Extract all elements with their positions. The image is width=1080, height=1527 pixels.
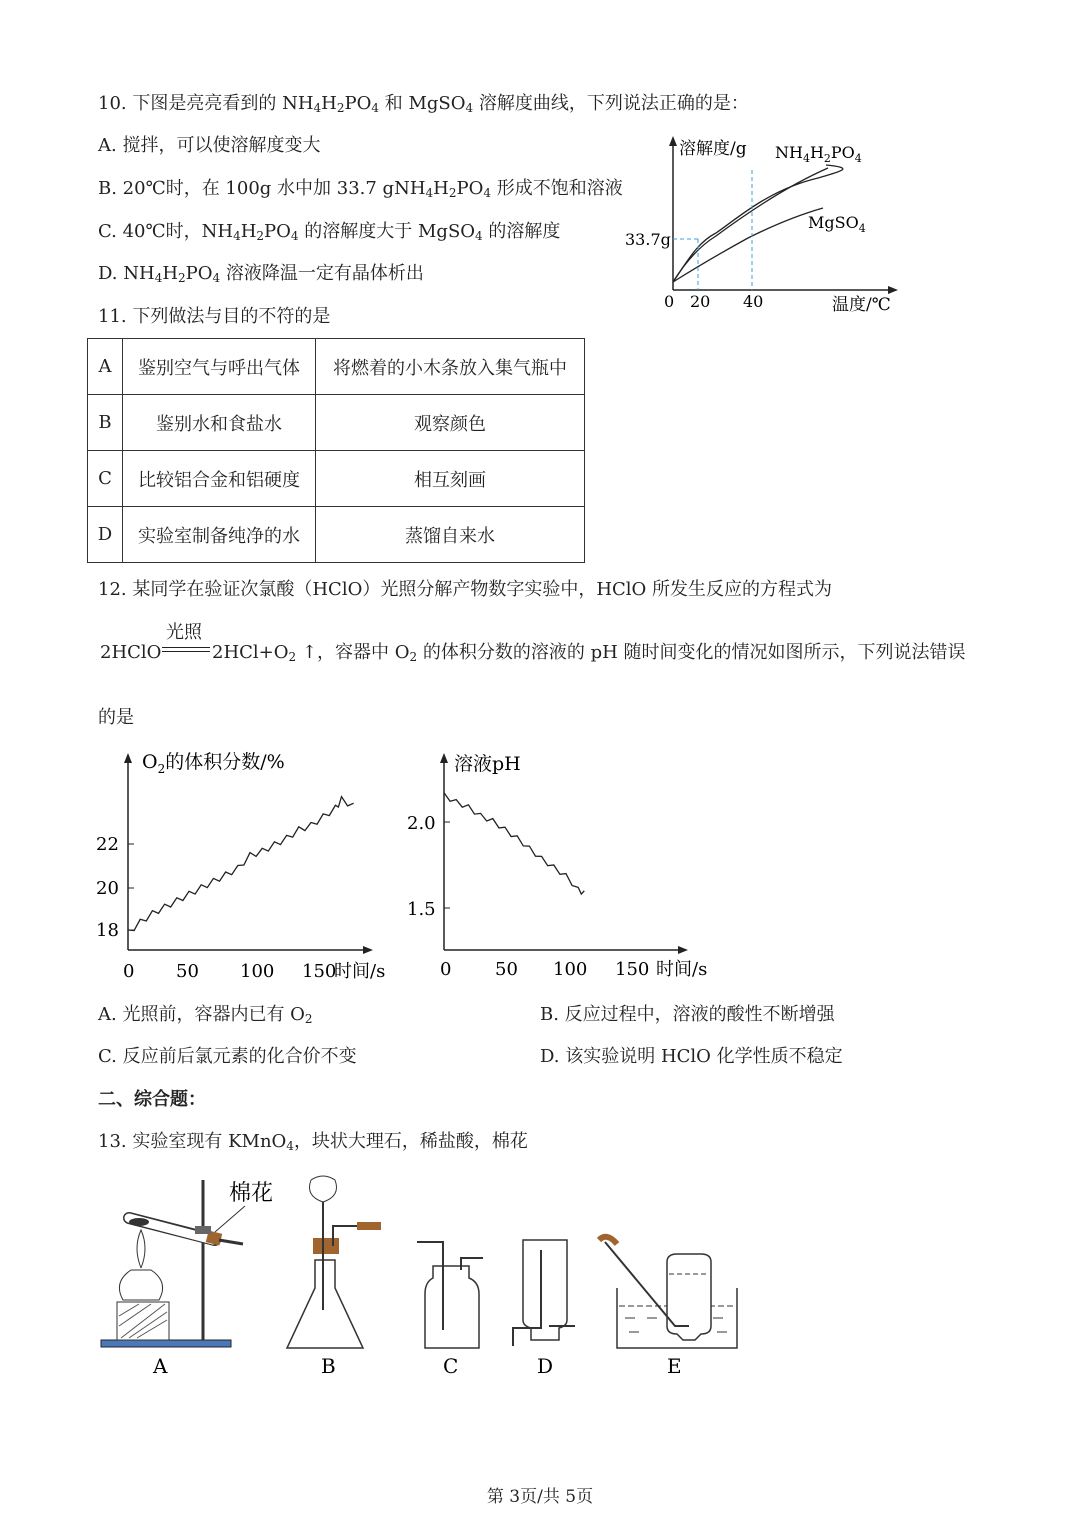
collection-bottle: [667, 1254, 711, 1340]
x-tick-0: 0: [664, 292, 675, 311]
y-mark-33-7: 33.7g: [625, 230, 671, 249]
table-row: [88, 507, 585, 563]
q12-stem-end: 的是: [98, 707, 134, 728]
q12-option-a: A. 光照前，容器内已有 $O_2$: [98, 1004, 313, 1026]
alcohol-lamp: [119, 1270, 162, 1300]
rubber-tube-e: [599, 1237, 617, 1244]
series-label-nh4h2po4: $NH_4H_2PO_4$: [775, 143, 862, 165]
equation-right: $2HCl+O_2$ ↑，容器中 $O_2$ 的体积分数的溶液的 pH 随时间变化的情况如图所示，下列说法错误: [212, 642, 966, 664]
table-cell: C: [88, 451, 123, 507]
delivery-tube: [219, 1240, 243, 1244]
y-tick-label-2-0: 2.0: [407, 813, 436, 834]
y-axis-arrow: [669, 136, 677, 146]
ph-chart: [400, 745, 730, 985]
label-d: D: [537, 1354, 554, 1378]
conical-flask: [287, 1260, 363, 1348]
cotton-label: 棉花: [229, 1181, 274, 1206]
equation-left: 2HClO: [100, 642, 162, 663]
x-axis-arrow: [888, 286, 898, 294]
curve-mgso4: [673, 208, 823, 282]
apparatus-e: [599, 1237, 737, 1378]
table-row: [88, 339, 585, 395]
table-cell: 蒸馏自来水: [316, 507, 585, 563]
apparatus-figure: [95, 1170, 755, 1385]
q10-option-d: D. $NH_4H_2PO_4$ 溶液降温一定有晶体析出: [98, 263, 424, 285]
table-cell: 鉴别水和食盐水: [123, 395, 316, 451]
q11-stem: 11. 下列做法与目的不符的是: [98, 306, 331, 327]
label-e: E: [667, 1354, 682, 1378]
x-tick-label-100: 100: [553, 959, 588, 980]
y-axis-label: $O_2$的体积分数/%: [142, 751, 285, 776]
table-row: [88, 395, 585, 451]
table-cell: A: [88, 339, 123, 395]
q12-option-c: C. 反应前后氯元素的化合价不变: [98, 1046, 357, 1067]
table-cell: 比较铝合金和铝硬度: [123, 451, 316, 507]
thistle-funnel: [310, 1176, 337, 1202]
flame: [137, 1230, 145, 1268]
x-tick-40: 40: [743, 292, 764, 311]
x-tick-20: 20: [690, 292, 711, 311]
q13-stem: 13. 实验室现有 KMnO$_4$，块状大理石，稀盐酸，棉花: [98, 1131, 528, 1153]
q10-option-b: B. 20℃时，在 100g 水中加 33.7 $gNH_4H_2PO_4$ 形成不饱和溶液: [98, 178, 623, 200]
x-tick-label-150: 150: [615, 959, 650, 980]
clamp: [195, 1226, 211, 1234]
label-a: A: [153, 1354, 168, 1378]
page-footer: 第 3页/共 5页: [486, 1487, 594, 1507]
y-axis-arrow: [124, 753, 132, 763]
section-heading: 二、综合题：: [98, 1089, 206, 1110]
x-tick-label-0: 0: [440, 959, 452, 980]
table-cell: D: [88, 507, 123, 563]
apparatus-b: [287, 1176, 381, 1378]
y-axis-arrow: [440, 753, 448, 763]
x-tick-label-100: 100: [240, 961, 275, 982]
table-row: [88, 451, 585, 507]
x-axis-label: 时间/s: [656, 959, 708, 980]
y-axis-label: 溶解度/g: [679, 139, 747, 159]
q10-option-a: A. 搅拌，可以使溶解度变大: [98, 135, 321, 156]
y-tick-label-18: 18: [96, 920, 119, 941]
q10-stem: 10. 下图是亮亮看到的 $NH_4H_2PO_4$ 和 MgSO$_4$ 溶解度曲线，下列说法正确的是：: [98, 93, 749, 115]
x-tick-label-0: 0: [123, 961, 135, 982]
y-tick-label-1-5: 1.5: [407, 899, 436, 920]
x-axis-arrow: [678, 946, 688, 954]
apparatus-d: [513, 1240, 575, 1378]
cotton-pointer: [215, 1206, 245, 1232]
o2-volume-fraction-chart: [90, 745, 410, 985]
x-axis-label: 温度/℃: [832, 295, 891, 315]
solubility-chart: [618, 130, 908, 320]
q12-stem: 12. 某同学在验证次氯酸（HClO）光照分解产物数字实验中，HClO 所发生反应的方程式为: [98, 579, 833, 600]
table-cell: 鉴别空气与呼出气体: [123, 339, 316, 395]
apparatus-a: [101, 1180, 273, 1378]
curve-nh4h2po4-main: [673, 168, 828, 282]
y-tick-label-20: 20: [96, 878, 119, 899]
equation-condition: 光照: [166, 622, 202, 643]
label-b: B: [321, 1354, 336, 1378]
table-cell: 实验室制备纯净的水: [123, 507, 316, 563]
q12-option-b: B. 反应过程中，溶液的酸性不断增强: [540, 1004, 835, 1025]
flask-stopper: [313, 1238, 339, 1254]
x-axis-arrow: [363, 946, 373, 954]
ph-series-line: [444, 793, 584, 894]
gas-bottle-c: [425, 1266, 479, 1348]
q10-option-c: C. 40℃时，$NH_4H_2PO_4$ 的溶解度大于 MgSO$_4$ 的溶解度: [98, 221, 561, 243]
table-cell: 相互刻画: [316, 451, 585, 507]
kmno4-powder: [129, 1218, 149, 1226]
label-c: C: [443, 1354, 459, 1378]
side-tube-rubber: [357, 1222, 381, 1230]
y-tick-label-22: 22: [96, 834, 119, 855]
x-axis-label: 时间/s: [334, 961, 386, 982]
table-cell: 将燃着的小木条放入集气瓶中: [316, 339, 585, 395]
q12-option-d: D. 该实验说明 HClO 化学性质不稳定: [540, 1046, 843, 1067]
o2-series-line: [128, 797, 354, 931]
stand-base: [101, 1340, 231, 1347]
table-cell: 观察颜色: [316, 395, 585, 451]
x-tick-label-150: 150: [302, 961, 337, 982]
equation-sign: [162, 647, 210, 652]
y-axis-label: 溶液pH: [454, 753, 521, 775]
q11-table: [87, 338, 585, 563]
series-label-mgso4: MgSO$_4$: [808, 213, 866, 235]
table-cell: B: [88, 395, 123, 451]
apparatus-c: [417, 1242, 483, 1378]
x-tick-label-50: 50: [176, 961, 199, 982]
x-tick-label-50: 50: [495, 959, 518, 980]
